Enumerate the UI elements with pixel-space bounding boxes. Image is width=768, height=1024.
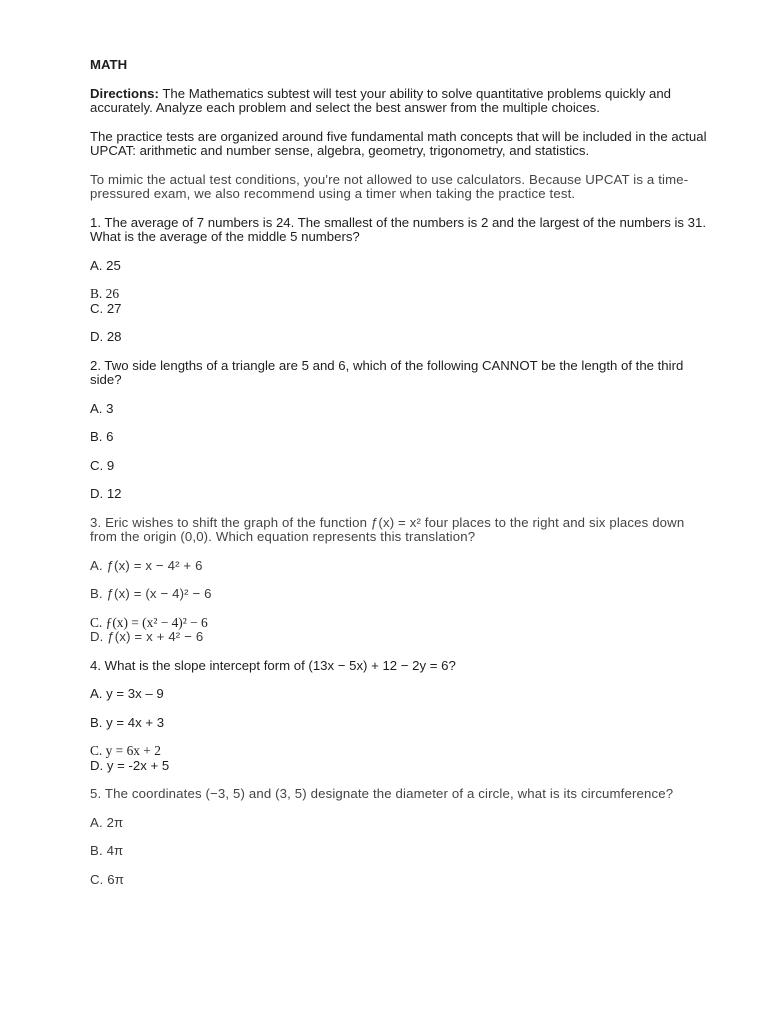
option-a: A. 2π [90,814,124,830]
option-b: B. 6 [90,429,114,444]
directions-text: The Mathematics subtest will test your ability to solve quantitative problems quickly and accurately. Analyze each problem and select the best answer from the multiple choices. [90,85,672,115]
option-c: C. 9 [90,457,115,473]
option-d: D. 28 [90,329,122,344]
page-title: MATH [90,57,128,72]
document-page [90,58,710,901]
option-b: B. ƒ(x) = (x − 4)² − 6 [90,586,212,601]
question-2 [90,359,710,502]
question-5 [90,787,710,887]
option-b: B. y = 4x + 3 [90,714,165,730]
option-a: A. y = 3x – 9 [90,686,164,701]
directions-label: Directions: [90,85,159,101]
option-a: A. 25 [90,257,121,273]
conditions-paragraph: To mimic the actual test conditions, you're not allowed to use calculators. Because UPCAT is a time-pressured exam, we also recommend using a timer when taking the practice test. [90,171,689,201]
concepts-paragraph: The practice tests are organized around five fundamental math concepts that will be included in the actual UPCAT: arithmetic and number sense, algebra, geometry, trigonometry, and statistics. [90,128,707,158]
question-3 [90,516,710,645]
option-d: D. 12 [90,486,122,501]
question-text: 2. Two side lengths of a triangle are 5 and 6, which of the following CANNOT be the length of the third side? [90,357,684,387]
question-text: 1. The average of 7 numbers is 24. The smallest of the numbers is 2 and the largest of the numbers is 31. What is the average of the middle 5 numbers? [90,214,706,244]
option-a: A. 3 [90,400,114,416]
option-c: C. 27 [90,300,122,316]
question-text: 4. What is the slope intercept form of (13x − 5x) + 12 − 2y = 6? [90,657,456,673]
option-c: C. ƒ(x) = (x² − 4)² − 6 [90,614,208,630]
option-d: D. ƒ(x) = x + 4² − 6 [90,629,204,644]
option-d: D. y = -2x + 5 [90,757,170,773]
question-1 [90,216,710,345]
option-c: C. 6π [90,871,125,887]
question-text: 3. Eric wishes to shift the graph of the function ƒ(x) = x² four places to the right and six places down from the origin (0,0). Which equation represents this translation? [90,514,685,544]
option-a: A. ƒ(x) = x − 4² + 6 [90,557,203,573]
option-b: B. 4π [90,843,124,858]
question-4 [90,659,710,774]
option-b: B. 26 [90,286,120,301]
option-c: C. y = 6x + 2 [90,743,161,758]
directions-paragraph [90,87,710,116]
question-text: 5. The coordinates (−3, 5) and (3, 5) designate the diameter of a circle, what is its circumference? [90,786,674,801]
